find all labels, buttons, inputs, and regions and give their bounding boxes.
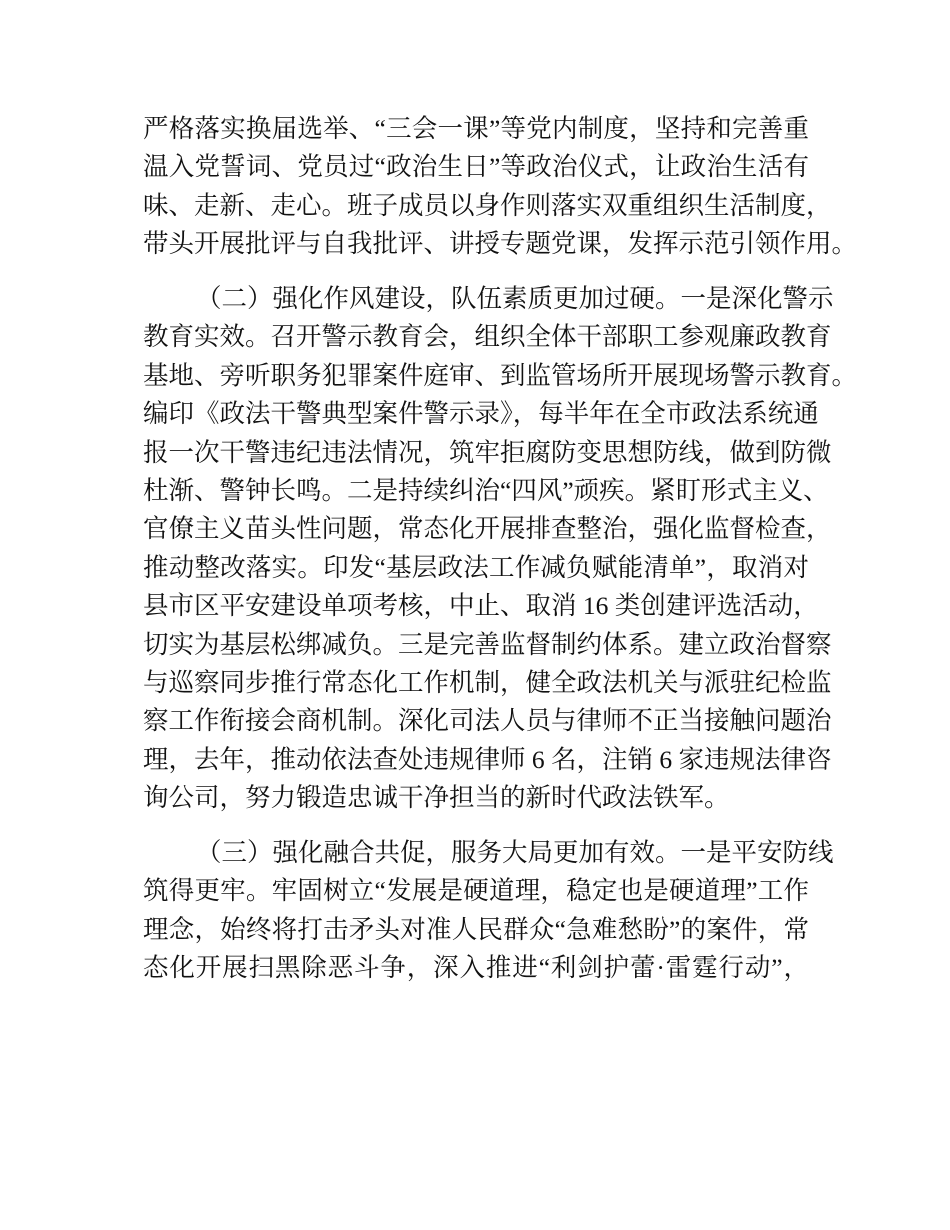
text-line: 理，去年，推动依法查处违规律师 6 名，注销 6 家违规法律咨 [143, 744, 832, 774]
paragraph-3 [143, 834, 834, 988]
text-line: 教育实效。召开警示教育会，组织全体干部职工参观廉政教育 [143, 322, 832, 352]
section-heading-line: （二）强化作风建设，队伍素质更加过硬。一是深化警示 [196, 284, 834, 314]
text-line: 带头开展批评与自我批评、讲授专题党课，发挥示范引领作用。 [143, 229, 858, 259]
text-line: 杜渐、警钟长鸣。二是持续纠治“四风”顽疾。紧盯形式主义、 [143, 476, 829, 506]
section-heading-line: （三）强化融合共促，服务大局更加有效。一是平安防线 [196, 838, 834, 868]
text-line: 询公司，努力锻造忠诚干净担当的新时代政法铁军。 [143, 783, 730, 813]
text-line: 县市区平安建设单项考核，中止、取消 16 类创建评选活动， [143, 591, 819, 621]
paragraph-2 [143, 280, 858, 817]
text-line: 味、走新、走心。班子成员以身作则落实双重组织生活制度， [143, 190, 832, 220]
text-line: 基地、旁听职务犯罪案件庭审、到监管场所开展现场警示教育。 [143, 360, 858, 390]
text-line: 报一次干警违纪违法情况，筑牢拒腐防变思想防线，做到防微 [143, 437, 832, 467]
text-line: 官僚主义苗头性问题，常态化开展排查整治，强化监督检查， [143, 514, 832, 544]
text-line: 理念，始终将打击矛头对准人民群众“急难愁盼”的案件，常 [143, 914, 809, 944]
text-line: 与巡察同步推行常态化工作机制，健全政法机关与派驻纪检监 [143, 667, 832, 697]
text-line: 察工作衔接会商机制。深化司法人员与律师不正当接触问题治 [143, 706, 832, 736]
text-line: 温入党誓词、党员过“政治生日”等政治仪式，让政治生活有 [143, 152, 809, 182]
document-page [143, 110, 858, 1004]
text-line: 严格落实换届选举、“三会一课”等党内制度，坚持和完善重 [143, 114, 809, 143]
text-line: 编印《政法干警典型案件警示录》，每半年在全市政法系统通 [143, 399, 819, 429]
text-line: 筑得更牢。牢固树立“发展是硬道理，稳定也是硬道理”工作 [143, 876, 809, 906]
text-line: 切实为基层松绑减负。三是完善监督制约体系。建立政治督察 [143, 629, 832, 659]
paragraph-1 [143, 110, 858, 264]
text-line: 推动整改落实。印发“基层政法工作减负赋能清单”，取消对 [143, 552, 809, 582]
text-line: 态化开展扫黑除恶斗争，深入推进“利剑护蕾·雷霆行动”， [143, 953, 809, 983]
